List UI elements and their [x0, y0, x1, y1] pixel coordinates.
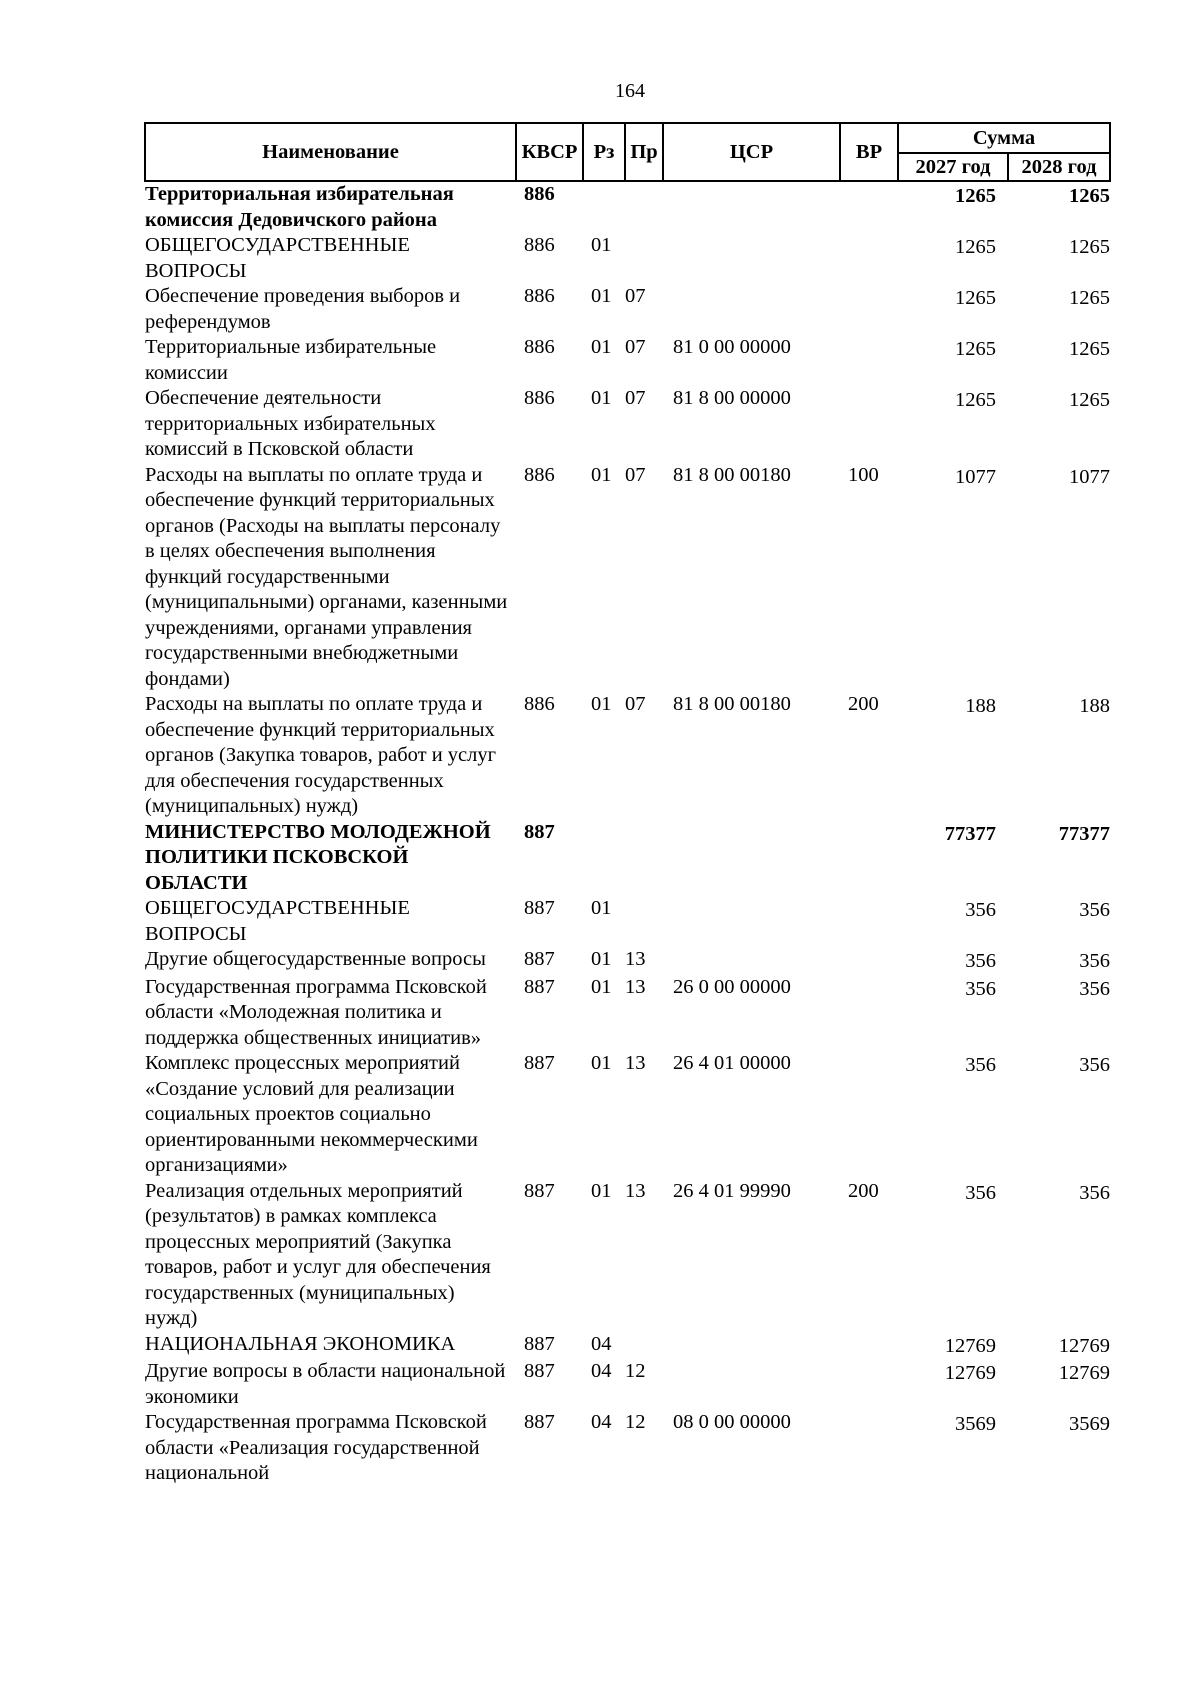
cell-name: Государственная программа Псковской области «Реализация государственной национальной	[145, 1411, 487, 1484]
cell-name: Другие вопросы в области национальной экономики	[145, 1360, 506, 1408]
cell-rz: 01	[591, 897, 612, 919]
cell-vr	[840, 947, 898, 975]
cell-csr: 26 4 01 99990	[673, 1179, 791, 1202]
cell-sum-2027: 12769	[944, 1362, 996, 1384]
table-row	[145, 463, 1110, 693]
cell-name: Расходы на выплаты по оплате труда и обеспечение функций территориальных органов (Расходы на выплаты персоналу в целях обеспечения выполнения функций государственными (муниципальными) органами, казенными учреждениями, органами управления государственными внебюджетными фондами)	[145, 463, 508, 690]
header-rz: Рз	[583, 123, 625, 181]
cell-vr	[840, 181, 898, 233]
cell-pr	[625, 896, 663, 947]
cell-kvsr: 886	[524, 336, 555, 358]
cell-pr	[625, 1332, 663, 1360]
cell-name: Обеспечение проведения выборов и референдумов	[145, 285, 461, 333]
cell-sum-2028: 356	[1079, 950, 1110, 972]
cell-sum-2028: 1265	[1069, 287, 1110, 309]
cell-vr	[840, 820, 898, 897]
cell-name: ОБЩЕГОСУДАРСТВЕННЫЕ ВОПРОСЫ	[145, 897, 410, 945]
cell-rz: 01	[591, 975, 612, 998]
cell-sum-2028: 188	[1079, 695, 1110, 717]
cell-kvsr: 887	[524, 1179, 555, 1202]
table-row	[145, 692, 1110, 820]
cell-sum-2027: 356	[965, 1181, 996, 1204]
cell-pr: 13	[625, 1052, 646, 1074]
cell-kvsr: 887	[524, 1052, 555, 1074]
cell-kvsr: 887	[524, 820, 555, 843]
cell-vr	[840, 1410, 898, 1487]
cell-csr: 08 0 00 00000	[673, 1411, 791, 1433]
cell-rz: 04	[591, 1332, 612, 1355]
cell-sum-2028: 356	[1079, 1054, 1110, 1076]
cell-name: Расходы на выплаты по оплате труда и обеспечение функций территориальных органов (Закупка товаров, работ и услуг для обеспечения государственных (муниципальных) нужд)	[145, 693, 497, 817]
header-csr: ЦСР	[663, 123, 840, 181]
cell-pr: 07	[625, 336, 646, 358]
cell-sum-2027: 77377	[944, 822, 996, 845]
cell-name: Комплекс процессных мероприятий «Создание условий для реализации социальных проектов социально ориентированными некоммерческими организациями»	[145, 1052, 478, 1176]
cell-csr	[663, 896, 840, 947]
cell-csr	[663, 1359, 840, 1410]
cell-rz: 01	[591, 1052, 612, 1074]
cell-csr	[663, 233, 840, 284]
cell-kvsr: 887	[524, 1360, 555, 1382]
table-row	[145, 284, 1110, 335]
cell-kvsr: 887	[524, 1332, 555, 1355]
cell-vr	[840, 335, 898, 386]
cell-sum-2027: 1077	[955, 465, 996, 488]
cell-vr: 100	[848, 463, 879, 486]
cell-vr: 200	[848, 693, 879, 715]
cell-sum-2028: 1265	[1069, 389, 1110, 411]
header-year-2028: 2028 год	[1008, 153, 1110, 181]
cell-rz: 01	[591, 336, 612, 358]
cell-sum-2028: 356	[1079, 977, 1110, 1000]
cell-vr	[840, 1332, 898, 1360]
cell-sum-2027: 356	[965, 977, 996, 1000]
cell-name: Другие общегосударственные вопросы	[145, 948, 486, 970]
cell-kvsr: 886	[524, 183, 555, 205]
table-row	[145, 386, 1110, 463]
cell-sum-2027: 1265	[955, 185, 996, 207]
cell-rz: 04	[591, 1411, 612, 1433]
cell-csr	[663, 1332, 840, 1360]
table-row	[145, 335, 1110, 386]
cell-sum-2028: 12769	[1058, 1362, 1110, 1384]
cell-csr: 81 8 00 00000	[673, 387, 791, 409]
cell-name: Государственная программа Псковской области «Молодежная политика и поддержка общественных инициатив»	[145, 975, 487, 1049]
cell-name: Реализация отдельных мероприятий (результатов) в рамках комплекса процессных мероприятий (Закупка товаров, работ и услуг для обеспечения государственных (муниципальных) нужд)	[145, 1179, 491, 1329]
cell-name: Территориальные избирательные комиссии	[145, 336, 437, 384]
budget-table	[144, 122, 1111, 1487]
cell-rz: 01	[591, 948, 612, 970]
cell-kvsr: 886	[524, 693, 555, 715]
cell-sum-2027: 356	[965, 950, 996, 972]
table-row	[145, 820, 1110, 897]
cell-csr	[663, 181, 840, 233]
cell-pr: 12	[625, 1411, 646, 1433]
cell-pr: 12	[625, 1360, 646, 1382]
cell-rz: 01	[591, 1179, 612, 1202]
cell-rz: 01	[591, 693, 612, 715]
header-year-2027: 2027 год	[898, 153, 1008, 181]
cell-vr	[840, 284, 898, 335]
table-body	[145, 181, 1110, 1487]
cell-sum-2027: 1265	[955, 236, 996, 258]
header-kvsr: КВСР	[516, 123, 583, 181]
cell-sum-2028: 1265	[1069, 185, 1110, 207]
table-row	[145, 947, 1110, 975]
table-row	[145, 1332, 1110, 1360]
cell-kvsr: 887	[524, 948, 555, 970]
cell-rz	[583, 181, 625, 233]
cell-vr	[840, 386, 898, 463]
cell-pr	[625, 820, 663, 897]
cell-sum-2027: 3569	[955, 1413, 996, 1435]
cell-sum-2028: 1265	[1069, 338, 1110, 360]
cell-vr	[840, 975, 898, 1052]
cell-name: Обеспечение деятельности территориальных избирательных комиссий в Псковской области	[145, 387, 436, 460]
cell-pr: 07	[625, 285, 646, 307]
cell-vr: 200	[848, 1179, 879, 1202]
cell-pr: 07	[625, 693, 646, 715]
cell-sum-2028: 356	[1079, 899, 1110, 921]
cell-kvsr: 886	[524, 234, 555, 256]
cell-name: МИНИСТЕРСТВО МОЛОДЕЖНОЙ ПОЛИТИКИ ПСКОВСКОЙ ОБЛАСТИ	[145, 820, 491, 894]
cell-pr	[625, 181, 663, 233]
cell-rz	[583, 820, 625, 897]
cell-sum-2028: 77377	[1058, 822, 1110, 845]
cell-csr: 26 0 00 00000	[673, 975, 791, 998]
cell-pr: 07	[625, 463, 646, 486]
table-row	[145, 181, 1110, 233]
cell-csr: 26 4 01 00000	[673, 1052, 791, 1074]
cell-vr	[840, 1051, 898, 1179]
cell-sum-2028: 3569	[1069, 1413, 1110, 1435]
cell-csr: 81 8 00 00180	[673, 463, 791, 486]
table-row	[145, 1359, 1110, 1410]
cell-sum-2027: 1265	[955, 338, 996, 360]
cell-sum-2027: 1265	[955, 389, 996, 411]
cell-name: ОБЩЕГОСУДАРСТВЕННЫЕ ВОПРОСЫ	[145, 234, 410, 282]
cell-kvsr: 887	[524, 897, 555, 919]
cell-vr	[840, 896, 898, 947]
cell-pr	[625, 233, 663, 284]
cell-sum-2027: 1265	[955, 287, 996, 309]
cell-name: НАЦИОНАЛЬНАЯ ЭКОНОМИКА	[145, 1332, 456, 1355]
cell-rz: 01	[591, 463, 612, 486]
cell-sum-2027: 356	[965, 899, 996, 921]
cell-pr: 07	[625, 387, 646, 409]
header-name: Наименование	[145, 123, 516, 181]
cell-kvsr: 887	[524, 975, 555, 998]
cell-csr: 81 0 00 00000	[673, 336, 791, 358]
cell-sum-2028: 356	[1079, 1181, 1110, 1204]
cell-pr: 13	[625, 975, 646, 998]
cell-sum-2027: 188	[965, 695, 996, 717]
cell-pr: 13	[625, 948, 646, 970]
cell-sum-2028: 1077	[1069, 465, 1110, 488]
table-row	[145, 975, 1110, 1052]
cell-vr	[840, 1359, 898, 1410]
cell-kvsr: 886	[524, 285, 555, 307]
cell-csr	[663, 947, 840, 975]
cell-rz: 01	[591, 285, 612, 307]
cell-csr: 81 8 00 00180	[673, 693, 791, 715]
header-pr: Пр	[625, 123, 663, 181]
cell-rz: 01	[591, 234, 612, 256]
cell-kvsr: 886	[524, 463, 555, 486]
table-row	[145, 896, 1110, 947]
cell-sum-2028: 12769	[1058, 1334, 1110, 1357]
cell-name: Территориальная избирательная комиссия Дедовичского района	[145, 183, 454, 231]
table-row	[145, 1179, 1110, 1332]
cell-kvsr: 887	[524, 1411, 555, 1433]
header-vr: ВР	[840, 123, 898, 181]
cell-sum-2028: 1265	[1069, 236, 1110, 258]
cell-rz: 04	[591, 1360, 612, 1382]
table-header	[145, 123, 1110, 181]
cell-csr	[663, 820, 840, 897]
cell-kvsr: 886	[524, 387, 555, 409]
header-sum: Сумма	[898, 123, 1110, 153]
page-number: 164	[615, 80, 645, 102]
cell-sum-2027: 12769	[944, 1334, 996, 1357]
cell-vr	[840, 233, 898, 284]
table-row	[145, 233, 1110, 284]
table-row	[145, 1410, 1110, 1487]
cell-pr: 13	[625, 1179, 646, 1202]
cell-rz: 01	[591, 387, 612, 409]
table-row	[145, 1051, 1110, 1179]
cell-csr	[663, 284, 840, 335]
cell-sum-2027: 356	[965, 1054, 996, 1076]
